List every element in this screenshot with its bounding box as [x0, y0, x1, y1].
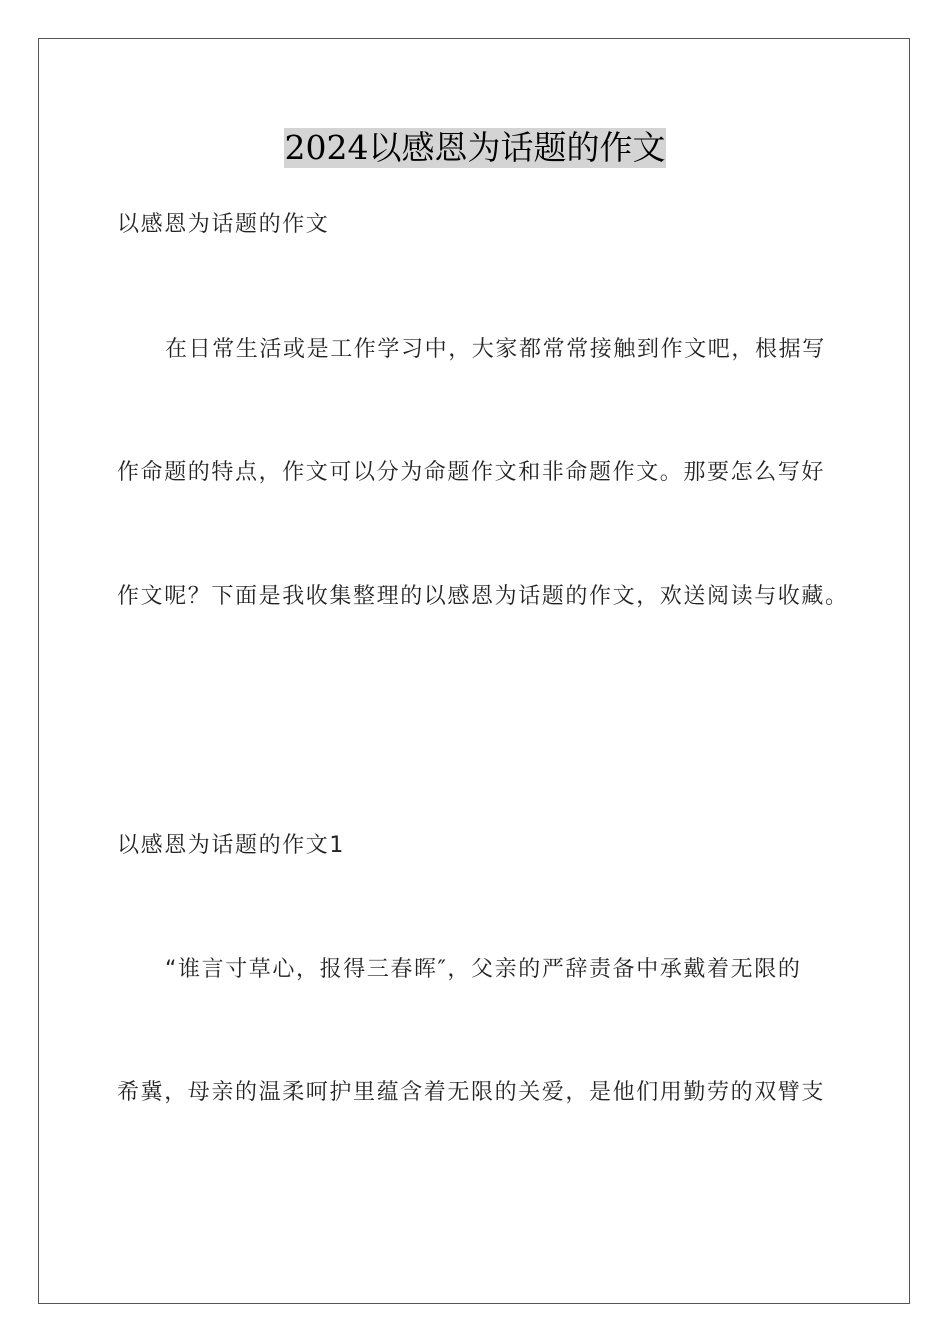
document-title: 2024以感恩为话题的作文 [284, 128, 666, 167]
title-container [0, 128, 950, 168]
intro-line-1: 在日常生活或是工作学习中，大家都常常接触到作文吧，根据写 [165, 337, 826, 362]
section-line-2: 希冀，母亲的温柔呵护里蕴含着无限的关爱，是他们用勤劳的双臂支 [117, 1080, 826, 1105]
document-subtitle: 以感恩为话题的作文 [117, 212, 330, 237]
intro-line-3: 作文呢？下面是我收集整理的以感恩为话题的作文，欢送阅读与收藏。 [117, 584, 849, 609]
section-line-1: “谁言寸草心，报得三春晖″，父亲的严辞责备中承戴着无限的 [165, 957, 802, 982]
intro-line-2: 作命题的特点，作文可以分为命题作文和非命题作文。那要怎么写好 [117, 460, 826, 485]
section-heading: 以感恩为话题的作文1 [117, 833, 345, 858]
